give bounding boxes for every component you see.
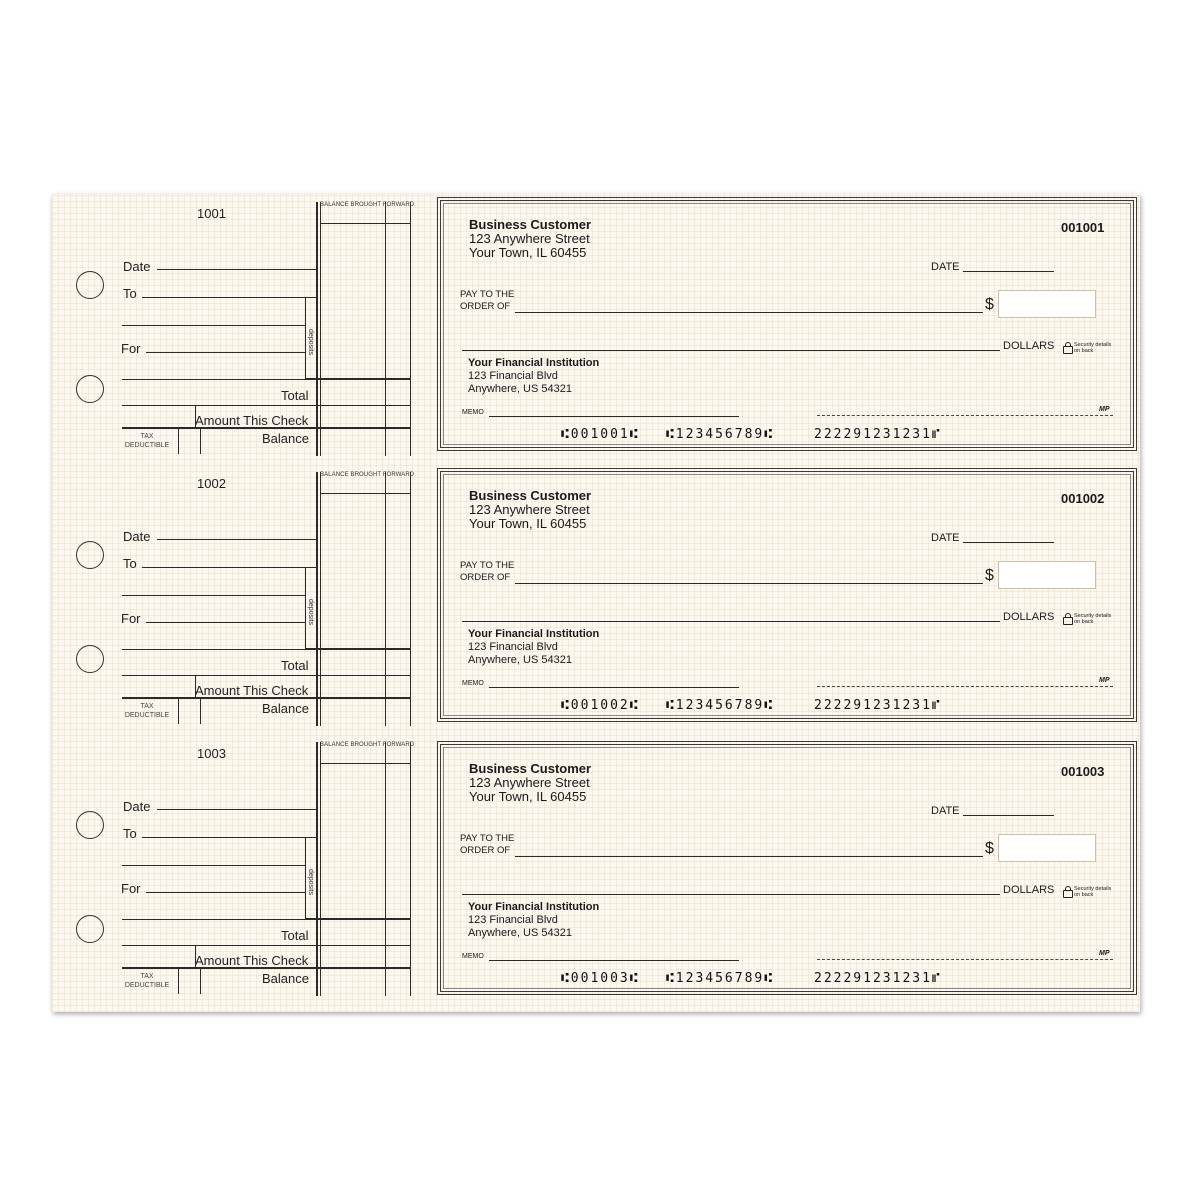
tax-deductible-label (122, 972, 172, 990)
pay-to-label-1: PAY TO THE (460, 833, 515, 844)
stub-divider (178, 428, 179, 454)
signature-line[interactable] (817, 415, 1113, 416)
check (437, 468, 1137, 722)
bank-city: Anywhere, US 54321 (468, 383, 572, 395)
tax-deductible-checkbox[interactable] (200, 698, 201, 724)
stub-to-field[interactable] (142, 297, 317, 298)
bank-city: Anywhere, US 54321 (468, 927, 572, 939)
bank-name: Your Financial Institution (468, 901, 600, 913)
mp-mark: MP (1099, 677, 1110, 684)
stub-number: 1003 (197, 746, 226, 761)
customer-city: Your Town, IL 60455 (469, 789, 587, 804)
date-field[interactable] (963, 271, 1054, 272)
dollars-label: DOLLARS (1003, 611, 1055, 623)
tax-label-2: DEDUCTIBLE (124, 712, 170, 719)
memo-field[interactable] (489, 416, 739, 417)
tax-label-2: DEDUCTIBLE (124, 442, 170, 449)
stub-to-field[interactable] (142, 567, 317, 568)
amount-box[interactable] (998, 290, 1096, 318)
lock-icon (1063, 346, 1073, 354)
tax-label-1: TAX (140, 703, 154, 710)
check-row (52, 194, 1140, 464)
stub-balance-label: Balance (262, 431, 309, 446)
deposits-column-line (305, 297, 306, 379)
check-sheet (52, 194, 1140, 1012)
ledger-column-line (410, 202, 411, 456)
stub-total-label: Total (281, 928, 309, 943)
ledger-column-line (316, 472, 318, 726)
dollars-label: DOLLARS (1003, 884, 1055, 896)
tax-label-1: TAX (140, 973, 154, 980)
stub-total-line (122, 405, 410, 406)
ledger-column-line (385, 202, 386, 456)
date-label: DATE (931, 532, 960, 544)
lock-icon (1063, 890, 1073, 898)
ledger-column-line (410, 472, 411, 726)
stub-total-line (122, 675, 410, 676)
customer-street: 123 Anywhere Street (469, 231, 590, 246)
security-note (1074, 886, 1111, 898)
stub-date-field[interactable] (157, 269, 317, 270)
pay-to-label-2: ORDER OF (460, 572, 511, 583)
security-note-line1: Security details (1074, 886, 1112, 892)
customer-name: Business Customer (469, 488, 592, 503)
amount-words-field[interactable] (462, 894, 1000, 895)
check-number: 001001 (1061, 220, 1105, 235)
micr-routing-number: ⑆123456789⑆ (666, 971, 775, 986)
stub-for-field[interactable] (146, 892, 305, 893)
stub-number: 1001 (197, 206, 226, 221)
stub-divider (178, 968, 179, 994)
ledger-row-line (320, 763, 410, 764)
security-note (1074, 613, 1111, 625)
customer-street: 123 Anywhere Street (469, 502, 590, 517)
ledger-column-line (320, 742, 321, 996)
check-number: 001002 (1061, 491, 1105, 506)
ledger-row-line (320, 493, 410, 494)
tax-deductible-checkbox[interactable] (200, 968, 201, 994)
ledger-row-line (320, 223, 410, 224)
stub-for-field[interactable] (146, 622, 305, 623)
date-field[interactable] (963, 542, 1054, 543)
stub-date-label: Date (123, 799, 151, 814)
bank-street: 123 Financial Blvd (468, 914, 558, 926)
customer-city: Your Town, IL 60455 (469, 245, 587, 260)
security-note-line2: on back (1074, 619, 1094, 625)
micr-check-number: ⑆001003⑆ (561, 971, 640, 986)
stub-amount-label: Amount This Check (195, 683, 309, 698)
micr-routing-number: ⑆123456789⑆ (666, 427, 775, 442)
date-label: DATE (931, 805, 960, 817)
pay-to-label-2: ORDER OF (460, 301, 511, 312)
customer-city: Your Town, IL 60455 (469, 516, 587, 531)
customer-street: 123 Anywhere Street (469, 775, 590, 790)
binder-hole-icon (76, 541, 104, 569)
stub-amount-label: Amount This Check (195, 413, 309, 428)
stub-date-label: Date (123, 529, 151, 544)
micr-check-number: ⑆001001⑆ (561, 427, 640, 442)
micr-account-number: 222291231231⑈ (814, 698, 942, 713)
stub-to-label: To (123, 826, 137, 841)
customer-name: Business Customer (469, 761, 592, 776)
ledger-column-line (385, 742, 386, 996)
balance-brought-forward-label: BALANCE BROUGHT FORWARD (320, 472, 415, 478)
check-row (52, 734, 1140, 1004)
deposits-label: deposits (307, 599, 314, 626)
memo-field[interactable] (489, 687, 739, 688)
stub-divider (178, 698, 179, 724)
micr-check-number: ⑆001002⑆ (561, 698, 640, 713)
stub-balance-label: Balance (262, 971, 309, 986)
check (437, 741, 1137, 995)
stub-number: 1002 (197, 476, 226, 491)
amount-box[interactable] (998, 561, 1096, 589)
ledger-column-line (316, 742, 318, 996)
amount-words-field[interactable] (462, 350, 1000, 351)
binder-hole-icon (76, 271, 104, 299)
stub-date-field[interactable] (157, 809, 317, 810)
stub-amount-label: Amount This Check (195, 953, 309, 968)
ledger-column-line (320, 202, 321, 456)
dollar-sign: $ (985, 840, 994, 857)
micr-routing-number: ⑆123456789⑆ (666, 698, 775, 713)
amount-box[interactable] (998, 834, 1096, 862)
micr-account-number: 222291231231⑈ (814, 971, 942, 986)
ledger-column-line (316, 202, 318, 456)
binder-hole-icon (76, 811, 104, 839)
stub-for-label: For (121, 881, 141, 896)
check-stub (52, 464, 432, 734)
tax-label-1: TAX (140, 433, 154, 440)
signature-line[interactable] (817, 959, 1113, 960)
dollar-sign: $ (985, 296, 994, 313)
stub-total-label: Total (281, 658, 309, 673)
deposits-label: deposits (307, 869, 314, 896)
security-note-line2: on back (1074, 892, 1094, 898)
payee-field[interactable] (515, 856, 983, 857)
stub-date-field[interactable] (157, 539, 317, 540)
dollar-sign: $ (985, 567, 994, 584)
stub-to-label: To (123, 556, 137, 571)
deposits-column-line (305, 567, 306, 649)
dollars-label: DOLLARS (1003, 340, 1055, 352)
stub-for-field[interactable] (146, 352, 305, 353)
tax-label-2: DEDUCTIBLE (124, 982, 170, 989)
security-note-line1: Security details (1074, 613, 1112, 619)
date-label: DATE (931, 261, 960, 273)
binder-hole-icon (76, 915, 104, 943)
balance-brought-forward-label: BALANCE BROUGHT FORWARD (320, 742, 415, 748)
amount-words-field[interactable] (462, 621, 1000, 622)
customer-name: Business Customer (469, 217, 592, 232)
stub-to-field[interactable] (142, 837, 317, 838)
check (437, 197, 1137, 451)
stub-for-label: For (121, 341, 141, 356)
security-note-line2: on back (1074, 348, 1094, 354)
stub-to-field-line2[interactable] (122, 595, 305, 596)
stub-amount-line (122, 967, 410, 969)
tax-deductible-checkbox[interactable] (200, 428, 201, 454)
memo-label: MEMO (462, 953, 484, 960)
bank-city: Anywhere, US 54321 (468, 654, 572, 666)
pay-to-label-1: PAY TO THE (460, 289, 515, 300)
stub-amount-line (122, 427, 410, 429)
check-stub (52, 194, 432, 464)
ledger-column-line (320, 472, 321, 726)
mp-mark: MP (1099, 950, 1110, 957)
security-note (1074, 342, 1111, 354)
check-row (52, 464, 1140, 734)
pay-to-label-1: PAY TO THE (460, 560, 515, 571)
check-stub (52, 734, 432, 1004)
micr-account-number: 222291231231⑈ (814, 427, 942, 442)
tax-deductible-label (122, 432, 172, 450)
stub-amount-line (122, 697, 410, 699)
date-field[interactable] (963, 815, 1054, 816)
security-note-line1: Security details (1074, 342, 1112, 348)
stub-date-label: Date (123, 259, 151, 274)
bank-street: 123 Financial Blvd (468, 370, 558, 382)
stub-total-label: Total (281, 388, 309, 403)
payee-field[interactable] (515, 583, 983, 584)
signature-line[interactable] (817, 686, 1113, 687)
payee-field[interactable] (515, 312, 983, 313)
memo-label: MEMO (462, 409, 484, 416)
deposits-label: deposits (307, 329, 314, 356)
binder-hole-icon (76, 645, 104, 673)
stub-total-line (122, 945, 410, 946)
lock-icon (1063, 617, 1073, 625)
binder-hole-icon (76, 375, 104, 403)
check-number: 001003 (1061, 764, 1105, 779)
tax-deductible-label (122, 702, 172, 720)
bank-street: 123 Financial Blvd (468, 641, 558, 653)
mp-mark: MP (1099, 406, 1110, 413)
stub-to-label: To (123, 286, 137, 301)
stub-to-field-line2[interactable] (122, 325, 305, 326)
bank-name: Your Financial Institution (468, 357, 600, 369)
memo-field[interactable] (489, 960, 739, 961)
balance-brought-forward-label: BALANCE BROUGHT FORWARD (320, 202, 415, 208)
ledger-column-line (385, 472, 386, 726)
bank-name: Your Financial Institution (468, 628, 600, 640)
ledger-column-line (410, 742, 411, 996)
stub-balance-label: Balance (262, 701, 309, 716)
memo-label: MEMO (462, 680, 484, 687)
stub-for-label: For (121, 611, 141, 626)
stub-to-field-line2[interactable] (122, 865, 305, 866)
pay-to-label-2: ORDER OF (460, 845, 511, 856)
deposits-column-line (305, 837, 306, 919)
